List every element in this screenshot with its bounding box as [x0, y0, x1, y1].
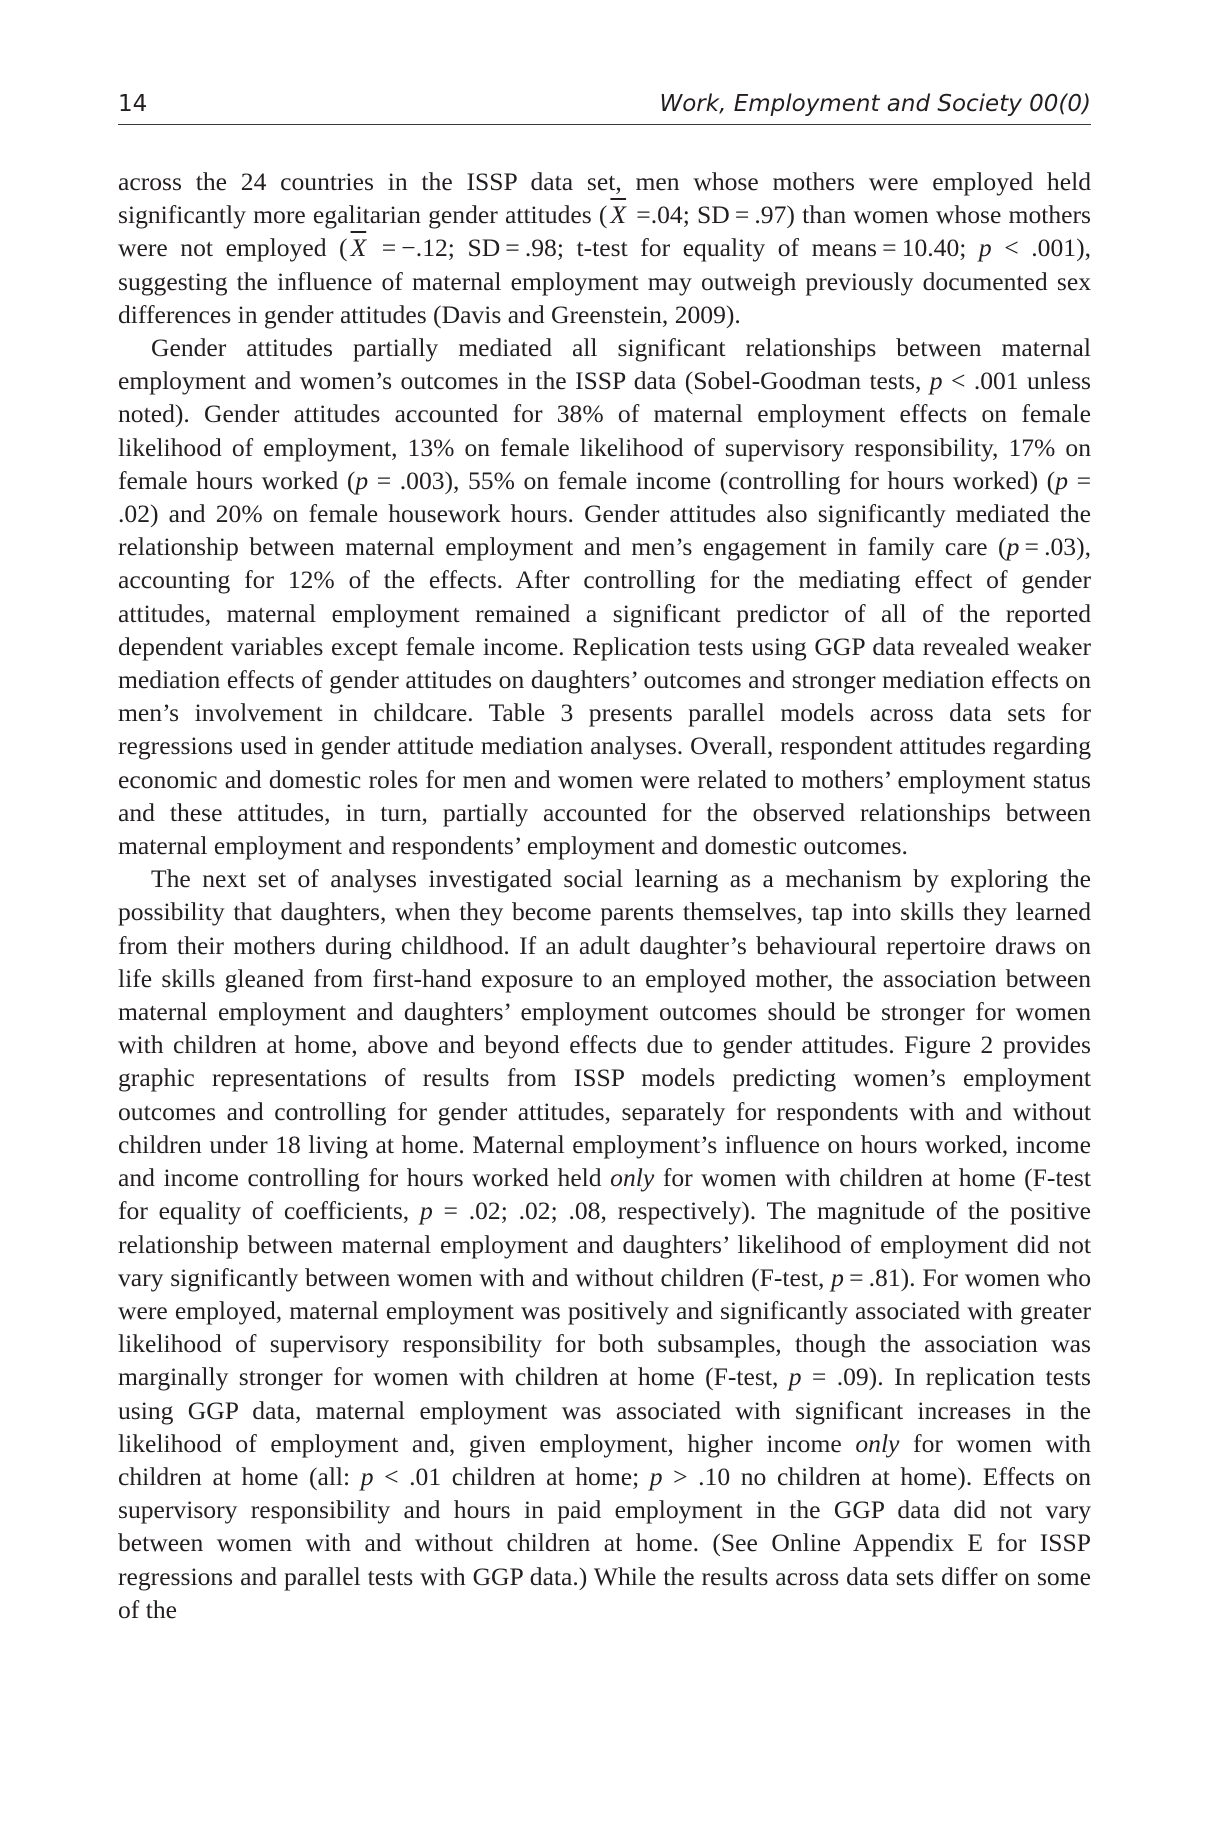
- text-segment: = .02; .02; .08, respectively). The magnitude of the positive relationship between maternal employment and daughters’ likelihood of employment did not vary significantly between women with and without children (F-test,: [118, 1196, 1091, 1292]
- p-symbol: p: [355, 465, 369, 495]
- p-symbol: p: [1055, 465, 1069, 495]
- emphasis-only: only: [610, 1163, 655, 1193]
- text-segment: = .09). In replication tests using GGP data, maternal employment was associated with significant increases in the likelihood of employment and, given employment, higher income: [118, 1362, 1091, 1458]
- mean-symbol: $\overline{X}$: [610, 200, 627, 230]
- text-segment: < .001 unless noted). Gender attitudes accounted for 38% of maternal employment effects on female likelihood of employment, 13% on female likelihood of supervisory responsibility, 17% on female hours worked (: [118, 366, 1091, 495]
- paragraph-3: [118, 862, 1091, 1626]
- text-segment: =.04; SD = .97) than women whose mothers were not employed (: [118, 200, 1091, 263]
- running-header: [118, 84, 1091, 125]
- p-symbol: p: [649, 1461, 663, 1491]
- paragraph-2: [118, 331, 1091, 862]
- text-segment: across the 24 countries in the ISSP data set, men whose mothers were employed held significantly more egalitarian gender attitudes (: [118, 167, 1091, 230]
- text-segment: = .003), 55% on female income (controlling for hours worked) (: [368, 465, 1056, 495]
- mean-symbol: $\overline{X}$: [350, 233, 367, 263]
- paragraph-1: [118, 165, 1091, 331]
- text-segment: = .03), accounting for 12% of the effects. After controlling for the mediating effect of gender attitudes, maternal employment remained a significant predictor of all of the reported dependent variables except female income. Replication tests using GGP data revealed weaker mediation effects of gender attitudes on daughters’ outcomes and stronger mediation effects on men’s involvement in childcare. Table 3 presents parallel models across data sets for regressions used in gender attitude mediation analyses. Overall, respondent attitudes regarding economic and domestic roles for men and women were related to mothers’ employment status and these attitudes, in turn, partially accounted for the observed relationships between maternal employment and respondents’ employment and domestic outcomes.: [118, 532, 1091, 861]
- text-segment: = −.12; SD = .98; t-test for equality of means = 10.40;: [369, 233, 979, 263]
- p-symbol: p: [419, 1196, 433, 1226]
- body-text: [118, 165, 1091, 1626]
- journal-running-title: Work, Employment and Society 00(0): [659, 91, 1091, 117]
- p-symbol: p: [929, 366, 943, 396]
- text-segment: for women with children at home (all:: [118, 1428, 1091, 1491]
- p-symbol: p: [831, 1262, 844, 1292]
- emphasis-only: only: [855, 1428, 900, 1458]
- text-segment: for women with children at home (F-test for equality of coefficients,: [118, 1163, 1091, 1226]
- text-segment: Gender attitudes partially mediated all significant relationships between maternal employment and women’s outcomes in the ISSP data (Sobel-Goodman tests,: [118, 333, 1091, 396]
- p-symbol: p: [788, 1362, 802, 1392]
- text-segment: The next set of analyses investigated social learning as a mechanism by exploring the possibility that daughters, when they become parents themselves, tap into skills they learned from their mothers during childhood. If an adult daughter’s behavioural repertoire draws on life skills gleaned from first-hand exposure to an employed mother, the association between maternal employment and daughters’ employment outcomes should be stronger for women with children at home, above and beyond effects due to gender attitudes. Figure 2 provides graphic representations of results from ISSP models predicting women’s employment outcomes and controlling for gender attitudes, separately for respondents with and without children under 18 living at home. Maternal employment’s influence on hours worked, income and income controlling for hours worked held: [118, 864, 1091, 1193]
- text-segment: = .81). For women who were employed, maternal employment was positively and significantly associated with greater likelihood of supervisory responsibility for both subsamples, though the association was marginally stronger for women with children at home (F-test,: [118, 1262, 1092, 1392]
- text-segment: = .02) and 20% on female housework hours. Gender attitudes also significantly mediated the relationship between maternal employment and men’s engagement in family care (: [118, 465, 1091, 562]
- page-number: 14: [118, 91, 148, 117]
- text-segment: > .10 no children at home). Effects on supervisory responsibility and hours in paid employment in the GGP data did not vary between women with and without children at home. (See Online Appendix E for ISSP regressions and parallel tests with GGP data.) While the results across data sets differ on some of the: [118, 1461, 1091, 1624]
- p-symbol: p: [978, 233, 992, 263]
- p-symbol: p: [1006, 532, 1020, 562]
- p-symbol: p: [360, 1461, 374, 1491]
- text-segment: < .01 children at home;: [373, 1461, 650, 1491]
- text-segment: < .001), suggesting the influence of maternal employment may outweigh previously documented sex differences in gender attitudes (Davis and Greenstein, 2009).: [118, 233, 1091, 329]
